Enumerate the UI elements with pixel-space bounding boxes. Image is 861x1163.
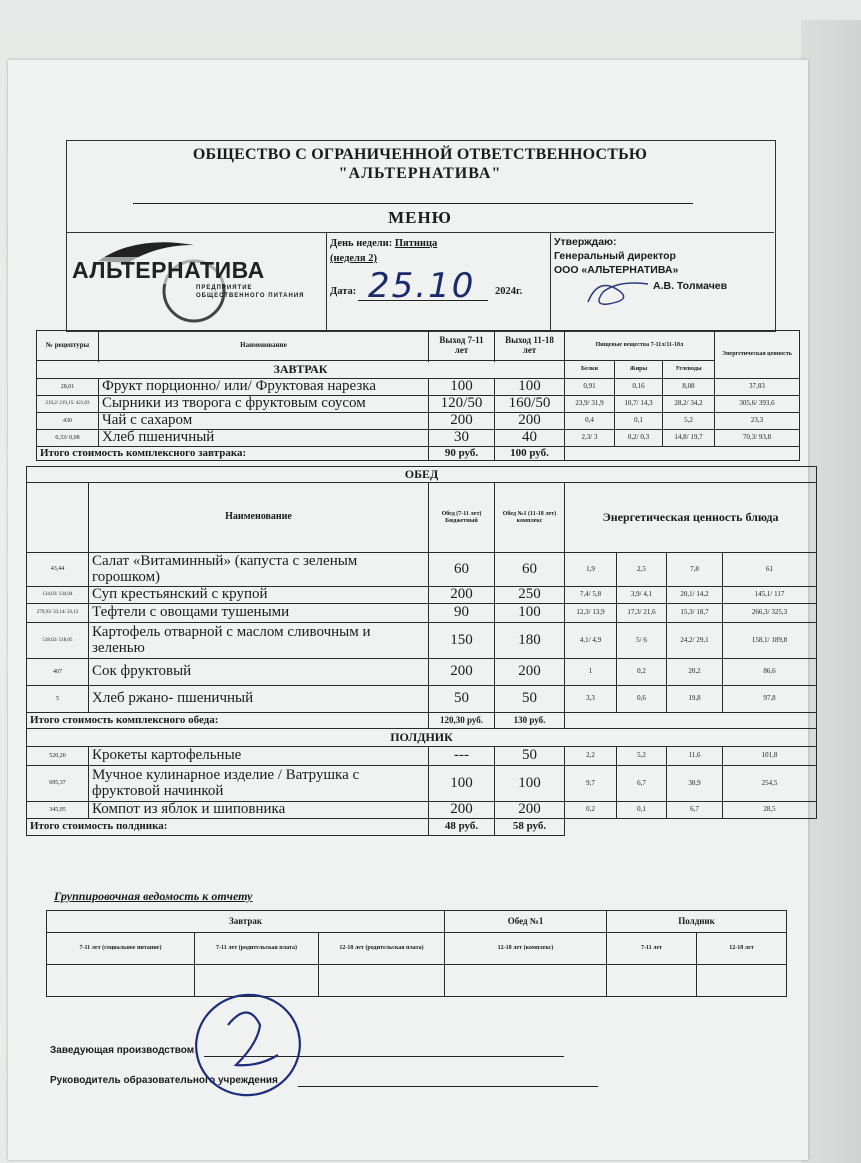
energy-value: 101,8 — [723, 747, 817, 766]
handwritten-signature-icon — [188, 985, 318, 1105]
day-label: День недели: — [330, 238, 393, 249]
report-subheader: 7-11 лет (родительская плата) — [195, 933, 319, 965]
lunch-total-1: 120,30 руб. — [429, 713, 495, 729]
portion-11-18: 180 — [495, 623, 565, 659]
carb-value: 20,1/ 14,2 — [667, 587, 723, 604]
breakfast-total-2: 100 руб. — [495, 447, 565, 461]
date-value: 25.10 — [368, 266, 476, 306]
fat-value: 6,7 — [617, 766, 667, 802]
breakfast-total-1: 90 руб. — [429, 447, 495, 461]
col-header-out1: Выход 7-11 лет — [429, 331, 495, 361]
report-title: Группировочная ведомость к отчету — [54, 889, 253, 903]
snack-total-label: Итого стоимость полдника: — [27, 819, 429, 836]
protein-value: 0,91 — [565, 379, 615, 396]
protein-value: 23,9/ 31,9 — [565, 396, 615, 413]
recipe-number: 0,33/ 0,08 — [37, 430, 99, 447]
report-table — [46, 910, 787, 997]
report-subheader: 12-18 лет — [697, 933, 787, 965]
recipe-number: 430 — [37, 413, 99, 430]
org-title-line1: ОБЩЕСТВО С ОГРАНИЧЕННОЙ ОТВЕТСТВЕННОСТЬЮ — [192, 146, 648, 163]
protein-value: 1 — [565, 659, 617, 686]
dish-name: Крокеты картофельные — [89, 747, 429, 766]
snack-total-2: 58 руб. — [495, 819, 565, 836]
table-row — [27, 604, 817, 623]
carb-value: 14,8/ 19,7 — [663, 430, 715, 447]
fat-value: 0,1 — [615, 413, 663, 430]
snack-total-1: 48 руб. — [429, 819, 495, 836]
table-row — [37, 379, 800, 396]
report-subheader: 7-11 лет — [607, 933, 697, 965]
day-value: Пятница — [394, 238, 438, 249]
portion-11-18: 40 — [495, 430, 565, 447]
carb-value: 7,8 — [667, 553, 723, 587]
protein-value: 0,4 — [565, 413, 615, 430]
carb-value: 11,6 — [667, 747, 723, 766]
energy-value: 70,3/ 93,8 — [715, 430, 800, 447]
dish-name: Сырники из творога с фруктовым соусом — [99, 396, 429, 413]
approve-name: А.В. Толмачев — [653, 280, 728, 292]
title-underline — [133, 203, 693, 204]
dish-name: Хлеб пшеничный — [99, 430, 429, 447]
recipe-number: 279,93/ 33,14/ 33,12 — [27, 604, 89, 623]
portion-11-18: 200 — [495, 802, 565, 819]
carb-value: 28,2/ 34,2 — [663, 396, 715, 413]
lunch-col-header-name: Наименование — [89, 483, 429, 553]
fat-value: 10,7/ 14,3 — [615, 396, 663, 413]
report-subheader: 12-18 лет (родительская плата) — [319, 933, 445, 965]
fat-value: 0,2/ 0,3 — [615, 430, 663, 447]
portion-7-11: 90 — [429, 604, 495, 623]
dish-name: Суп крестьянский с крупой — [89, 587, 429, 604]
lunch-table — [26, 466, 817, 836]
recipe-number: 518,02/ 518,05 — [27, 623, 89, 659]
energy-value: 254,5 — [723, 766, 817, 802]
section-snack: ПОЛДНИК — [27, 729, 817, 747]
date-label: Дата: — [330, 286, 357, 297]
protein-value: 7,4/ 5,8 — [565, 587, 617, 604]
energy-value: 158,1/ 189,8 — [723, 623, 817, 659]
energy-value: 28,5 — [723, 802, 817, 819]
portion-7-11: 120/50 — [429, 396, 495, 413]
carb-value: 6,7 — [667, 802, 723, 819]
report-cell — [607, 965, 697, 997]
recipe-number: 407 — [27, 659, 89, 686]
dish-name: Чай с сахаром — [99, 413, 429, 430]
portion-7-11: 200 — [429, 587, 495, 604]
portion-11-18: 200 — [495, 659, 565, 686]
header-vline1 — [326, 232, 327, 330]
portion-7-11: 200 — [429, 802, 495, 819]
energy-value: 97,8 — [723, 686, 817, 713]
lunch-total-label: Итого стоимость комплексного обеда: — [27, 713, 429, 729]
recipe-number: 134,03/ 134,04 — [27, 587, 89, 604]
day-row — [330, 238, 437, 249]
table-row — [37, 430, 800, 447]
table-row — [27, 747, 817, 766]
director-signature-line — [298, 1086, 598, 1087]
col-header-protein: Белки — [565, 361, 615, 379]
dish-name: Мучное кулинарное изделие / Ватрушка с фруктовой начинкой — [89, 766, 429, 802]
portion-11-18: 200 — [495, 413, 565, 430]
col-header-energy: Энергетическая ценность — [715, 331, 800, 379]
energy-value: 37,83 — [715, 379, 800, 396]
energy-value: 266,3/ 325,3 — [723, 604, 817, 623]
portion-11-18: 100 — [495, 766, 565, 802]
logo-text: АЛЬТЕРНАТИВА — [72, 257, 265, 283]
portion-7-11: 100 — [429, 766, 495, 802]
dish-name: Компот из яблок и шиповника — [89, 802, 429, 819]
fat-value: 3,9/ 4,1 — [617, 587, 667, 604]
table-row — [37, 413, 800, 430]
lunch-total-2: 130 руб. — [495, 713, 565, 729]
company-logo — [66, 233, 324, 329]
dish-name: Фрукт порционно/ или/ Фруктовая нарезка — [99, 379, 429, 396]
portion-7-11: 60 — [429, 553, 495, 587]
fat-value: 0,1 — [617, 802, 667, 819]
fat-value: 0,2 — [617, 659, 667, 686]
approve-position: Генеральный директор — [554, 250, 676, 262]
section-breakfast: ЗАВТРАК — [37, 361, 565, 379]
menu-title: МЕНЮ — [388, 208, 452, 227]
protein-value: 1,9 — [565, 553, 617, 587]
carb-value: 38,9 — [667, 766, 723, 802]
protein-value: 0,2 — [565, 802, 617, 819]
dish-name: Хлеб ржано- пшеничный — [89, 686, 429, 713]
energy-value: 61 — [723, 553, 817, 587]
dish-name: Тефтели с овощами тушеными — [89, 604, 429, 623]
report-header-snack: Полдник — [607, 911, 787, 933]
portion-11-18: 100 — [495, 604, 565, 623]
approve-label: Утверждаю: — [554, 236, 617, 248]
carb-value: 8,08 — [663, 379, 715, 396]
energy-value: 305,6/ 393,6 — [715, 396, 800, 413]
portion-7-11: 30 — [429, 430, 495, 447]
col-header-name: Наименование — [99, 331, 429, 361]
carb-value: 15,3/ 18,7 — [667, 604, 723, 623]
fat-value: 5,2 — [617, 747, 667, 766]
portion-11-18: 250 — [495, 587, 565, 604]
col-header-nutrients: Пищевые вещества 7-11л/11-18л — [565, 331, 715, 361]
dish-name: Салат «Витаминный» (капуста с зеленым горошком) — [89, 553, 429, 587]
lunch-col-header-energy: Энергетическая ценность блюда — [565, 483, 817, 553]
col-header-fat: Жиры — [615, 361, 663, 379]
recipe-number: 520,20 — [27, 747, 89, 766]
report-header-breakfast: Завтрак — [47, 911, 445, 933]
protein-value: 4,1/ 4,9 — [565, 623, 617, 659]
recipe-number: 43,44 — [27, 553, 89, 587]
fat-value: 5/ 6 — [617, 623, 667, 659]
recipe-number: 695,37 — [27, 766, 89, 802]
report-cell — [319, 965, 445, 997]
table-row — [27, 587, 817, 604]
table-row — [27, 659, 817, 686]
recipe-number: 5 — [27, 686, 89, 713]
dish-name: Картофель отварной с маслом сливочным и зеленью — [89, 623, 429, 659]
table-row — [27, 623, 817, 659]
table-row — [27, 686, 817, 713]
portion-11-18: 50 — [495, 747, 565, 766]
lunch-col-header-2: Обед №1 (11-18 лет) комплекс — [495, 483, 565, 553]
report-header-lunch: Обед №1 — [445, 911, 607, 933]
portion-11-18: 50 — [495, 686, 565, 713]
recipe-number: 28,01 — [37, 379, 99, 396]
carb-value: 24,2/ 29,1 — [667, 623, 723, 659]
report-subheader: 12-18 лет (комплекс) — [445, 933, 607, 965]
breakfast-table — [36, 330, 800, 461]
portion-7-11: 150 — [429, 623, 495, 659]
portion-7-11: 50 — [429, 686, 495, 713]
energy-value: 86,6 — [723, 659, 817, 686]
menu-sheet — [8, 60, 808, 1160]
year-value: 2024г. — [495, 286, 523, 297]
breakfast-total-label: Итого стоимость комплексного завтрака: — [37, 447, 429, 461]
portion-7-11: 100 — [429, 379, 495, 396]
fat-value: 0,16 — [615, 379, 663, 396]
head-signature-label: Заведующая производством — [50, 1045, 195, 1056]
director-signature-label: Руководитель образовательного учреждения — [50, 1075, 278, 1086]
lunch-col-header-1: Обед (7-11 лет) Бюджетный — [429, 483, 495, 553]
recipe-number: 219,2/ 219,15/ 421,03 — [37, 396, 99, 413]
col-header-carb: Углеводы — [663, 361, 715, 379]
fat-value: 0,6 — [617, 686, 667, 713]
table-row — [47, 965, 787, 997]
carb-value: 5,2 — [663, 413, 715, 430]
fat-value: 17,3/ 21,6 — [617, 604, 667, 623]
portion-11-18: 100 — [495, 379, 565, 396]
director-signature-icon — [578, 272, 658, 312]
recipe-number: 345,95 — [27, 802, 89, 819]
carb-value: 20,2 — [667, 659, 723, 686]
table-row — [27, 802, 817, 819]
table-row — [27, 766, 817, 802]
report-cell — [445, 965, 607, 997]
energy-value: 145,1/ 117 — [723, 587, 817, 604]
col-header-out2: Выход 11-18 лет — [495, 331, 565, 361]
col-header-recipe: № рецептуры — [37, 331, 99, 361]
protein-value: 2,2 — [565, 747, 617, 766]
report-cell — [47, 965, 195, 997]
table-row — [37, 396, 800, 413]
carb-value: 19,8 — [667, 686, 723, 713]
table-row — [27, 553, 817, 587]
week-value: (неделя 2) — [330, 253, 377, 264]
protein-value: 9,7 — [565, 766, 617, 802]
portion-7-11: 200 — [429, 413, 495, 430]
approve-org: ООО «АЛЬТЕРНАТИВА» — [554, 264, 679, 276]
protein-value: 3,3 — [565, 686, 617, 713]
section-lunch: ОБЕД — [27, 467, 817, 483]
protein-value: 12,3/ 13,9 — [565, 604, 617, 623]
energy-value: 23,3 — [715, 413, 800, 430]
org-title-line2: "АЛЬТЕРНАТИВА" — [338, 165, 502, 182]
portion-11-18: 60 — [495, 553, 565, 587]
portion-7-11: --- — [429, 747, 495, 766]
portion-7-11: 200 — [429, 659, 495, 686]
portion-11-18: 160/50 — [495, 396, 565, 413]
date-underline — [358, 300, 488, 301]
logo-subtext: ПРЕДПРИЯТИЕ ОБЩЕСТВЕННОГО ПИТАНИЯ — [196, 285, 305, 299]
report-subheader: 7-11 лет (социальное питание) — [47, 933, 195, 965]
header-vline2 — [550, 232, 551, 330]
protein-value: 2,3/ 3 — [565, 430, 615, 447]
fat-value: 2,5 — [617, 553, 667, 587]
report-cell — [697, 965, 787, 997]
dish-name: Сок фруктовый — [89, 659, 429, 686]
